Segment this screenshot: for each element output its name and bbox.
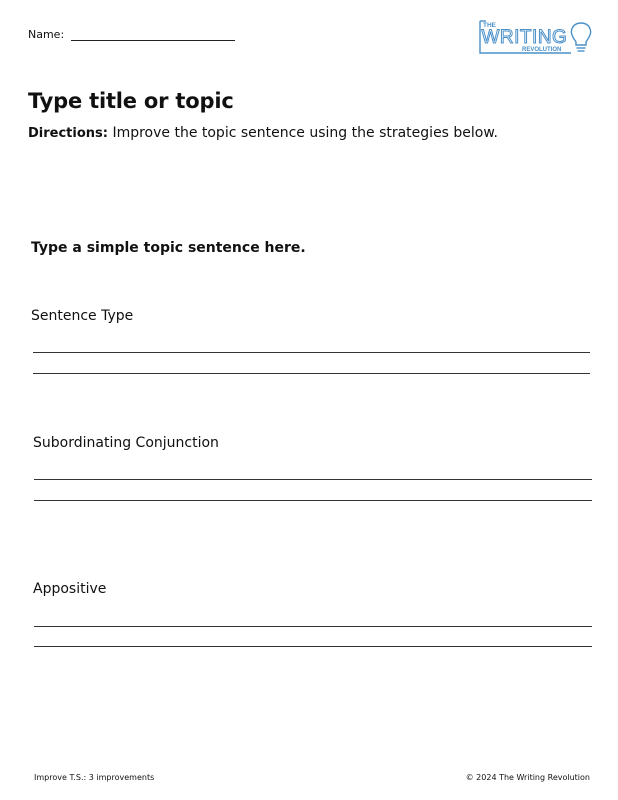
name-label: Name: [28,28,65,41]
topic-sentence[interactable]: Type a simple topic sentence here. [31,240,306,256]
answer-line[interactable] [33,352,590,353]
strategy-label-subordinating-conjunction: Subordinating Conjunction [33,435,219,451]
answer-line[interactable] [33,373,590,374]
logo-revolution: REVOLUTION [522,47,562,53]
answer-line[interactable] [34,646,592,647]
name-line[interactable] [71,28,235,41]
page-title[interactable]: Type title or topic [28,89,234,113]
name-field [28,28,235,41]
footer-copyright: © 2024 The Writing Revolution [465,773,590,782]
answer-line[interactable] [34,626,592,627]
directions-label: Directions: [28,126,108,141]
writing-revolution-logo [478,18,592,56]
footer-left: Improve T.S.: 3 improvements [34,773,155,782]
logo-graphic [478,18,592,56]
strategy-label-sentence-type: Sentence Type [31,308,134,324]
directions-text: Improve the topic sentence using the strategies below. [112,125,498,141]
directions [28,125,498,141]
strategy-label-appositive: Appositive [33,581,107,597]
logo-the: THE [483,22,496,29]
lightbulb-icon [571,23,590,51]
answer-line[interactable] [34,479,592,480]
answer-line[interactable] [34,500,592,501]
logo-writing: WRITING [481,27,568,48]
